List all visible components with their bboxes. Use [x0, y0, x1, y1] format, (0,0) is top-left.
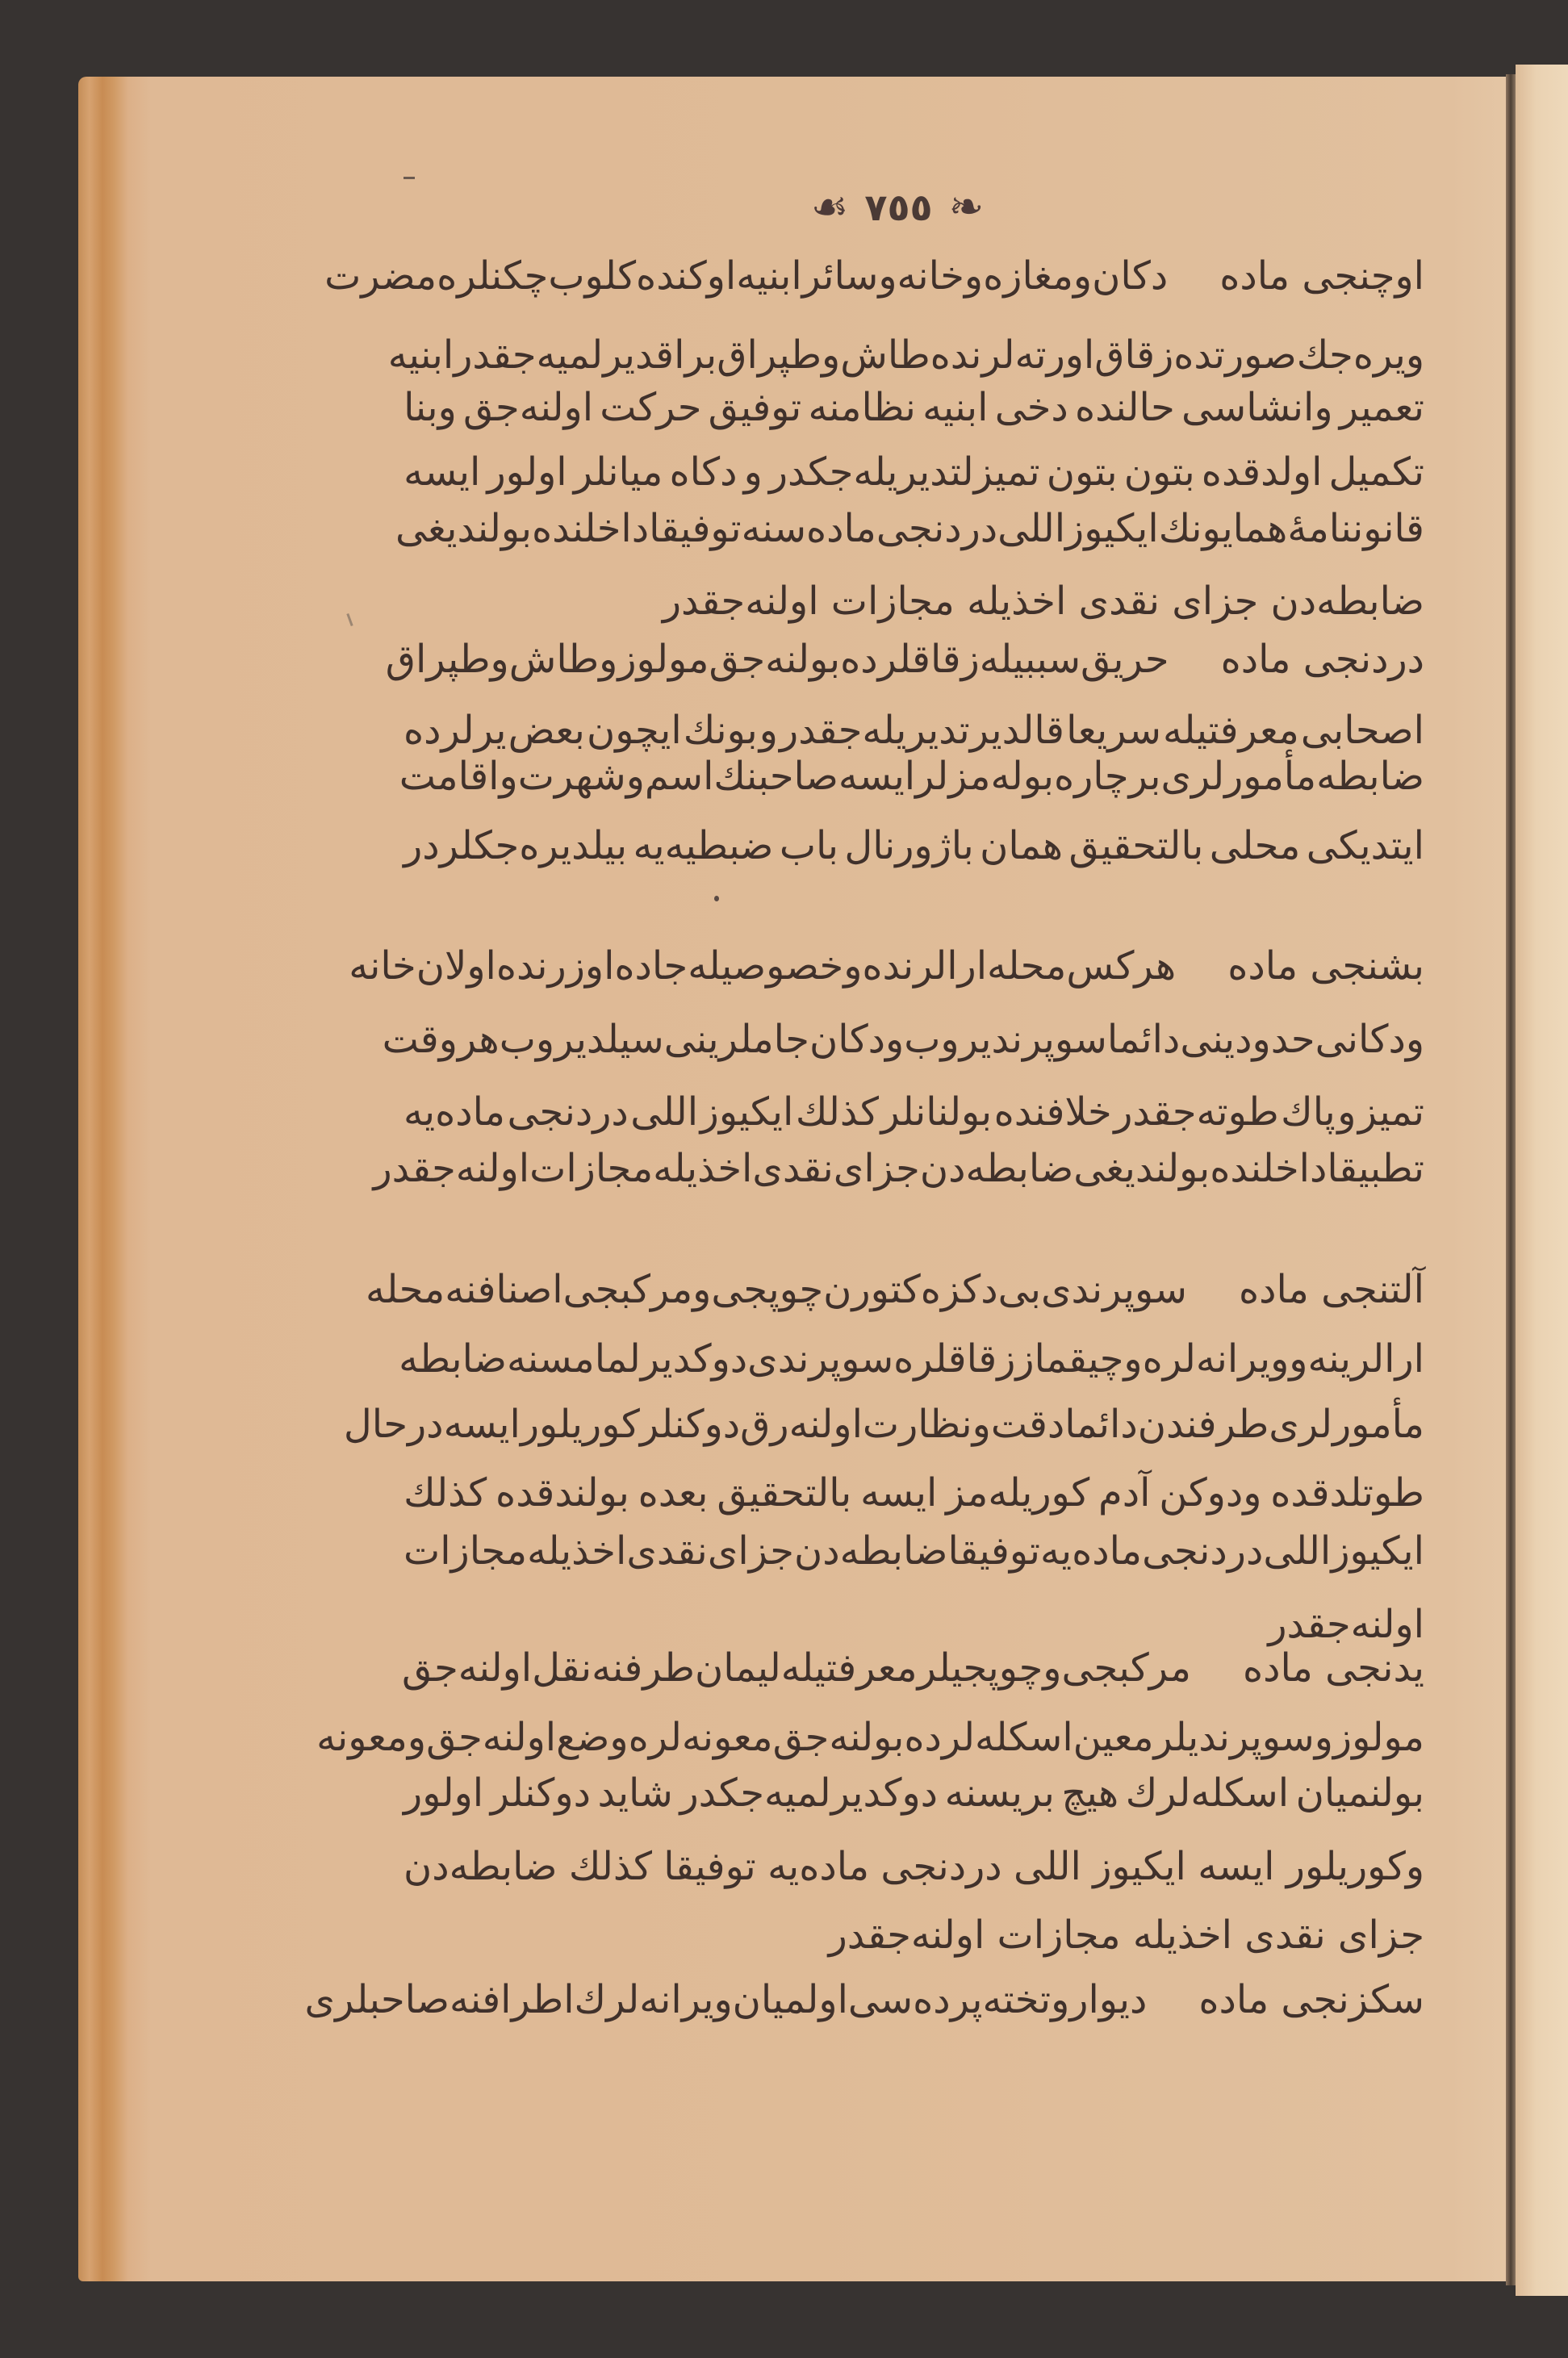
word: تعمیر — [1339, 385, 1424, 430]
word: وضع — [556, 1715, 629, 1760]
word: ضابطه‌دن — [793, 1528, 948, 1574]
line-text — [349, 935, 1176, 997]
line-text — [366, 1259, 1187, 1320]
word: ارالرینه — [1307, 1336, 1424, 1382]
word: نقدی — [752, 1146, 834, 1191]
word: دوکدیرلمامسنه — [506, 1336, 748, 1382]
word: ایکیوز — [1093, 1844, 1186, 1889]
word: بالتحقیق — [1068, 823, 1204, 868]
word: اللی — [1263, 1528, 1332, 1574]
word: طوتلدقده — [1270, 1470, 1424, 1516]
word: محله — [365, 1267, 445, 1312]
word: دردنجی — [507, 1089, 629, 1135]
word: وشهرت — [517, 754, 645, 799]
line-text — [403, 1462, 1424, 1524]
word: و — [743, 449, 763, 495]
line-text — [403, 441, 1424, 503]
word: ابنیه — [736, 253, 802, 299]
line-text — [344, 1394, 1424, 1455]
word: ویرانه‌لرك — [574, 1977, 733, 2022]
word: ایسه — [860, 1470, 938, 1516]
facing-page-edge — [1516, 65, 1568, 2296]
word: ماده‌سنه — [741, 506, 876, 551]
word: بولنه‌جق — [709, 637, 841, 682]
word: دردنجی — [880, 1844, 1002, 1889]
word: اولمیان — [732, 1977, 848, 2022]
word: ومرکبجی — [562, 1267, 712, 1312]
word: داخلنده — [1210, 1146, 1328, 1191]
word: ضابطه‌دن — [403, 1844, 558, 1889]
word: اولنه‌جق — [463, 385, 594, 430]
print-dot — [714, 896, 719, 901]
word: مأمورلری — [1160, 754, 1317, 799]
word: کذلك — [795, 1089, 879, 1135]
text-line — [399, 746, 1424, 807]
word: چیقماز — [1015, 1336, 1124, 1382]
line-text — [395, 498, 1424, 559]
line-text — [403, 1762, 1424, 1824]
word: ویره‌جك — [1296, 332, 1424, 378]
word: اوزرنده — [495, 943, 615, 989]
word: جزای — [833, 1146, 920, 1191]
word: ایسه — [403, 449, 481, 495]
word: بتون — [1046, 449, 1118, 495]
line-text: اولنه‌جقدر — [1268, 1602, 1424, 1647]
word: ماده‌یه — [403, 1089, 505, 1135]
word: توفیقا — [649, 506, 742, 551]
word: اولور — [487, 449, 567, 495]
text-line — [403, 1637, 1424, 1699]
word: بعض — [508, 708, 585, 753]
text-line — [382, 1009, 1424, 1070]
word: یرلرده — [403, 708, 507, 753]
fleuron-right-icon: ❧ — [948, 183, 985, 232]
word: بولنانلر — [880, 1089, 993, 1135]
word: ایچون — [586, 708, 682, 753]
word: سو — [1134, 1267, 1187, 1312]
word: کوریله‌مز — [946, 1470, 1090, 1516]
word: تمیزلتدیریله‌جکدر — [768, 449, 1040, 495]
word: اورته‌لرنده — [930, 332, 1095, 378]
word: دوکدیرلمیه‌جکدر — [679, 1771, 939, 1816]
line-text — [373, 1138, 1424, 1199]
article-label: دردنجی ماده — [1220, 637, 1424, 682]
word: ونظارت — [862, 1402, 991, 1447]
word: اولنه‌رق — [740, 1402, 863, 1447]
text-line — [403, 441, 1424, 503]
word: ضابطه — [1316, 754, 1424, 799]
word: توفیقا — [663, 1844, 756, 1889]
word: همایونك — [1158, 506, 1288, 551]
word: اللی — [997, 506, 1066, 551]
word: وویرانه‌لره — [1142, 1336, 1308, 1382]
word: ایکیوز — [700, 1089, 794, 1135]
word: وخصوصیله — [688, 943, 863, 989]
word: اسکله‌لرده — [904, 1715, 1073, 1760]
word: معرفتیله — [1162, 708, 1299, 753]
word: طاش — [840, 332, 930, 378]
article-label: آلتنجی ماده — [1238, 1267, 1424, 1312]
word: دیوار — [1069, 1977, 1148, 2022]
word: کتورن — [823, 1267, 921, 1312]
word: اخذیله — [527, 1528, 627, 1574]
text-line — [403, 1462, 1424, 1524]
word: ایتدیکی — [1306, 823, 1424, 868]
word: چوپجی — [711, 1267, 824, 1312]
word: پرندیروب — [904, 1017, 1055, 1062]
word: پرندی — [747, 1336, 842, 1382]
line-text — [402, 1637, 1191, 1699]
word: بولندقده — [495, 1470, 629, 1516]
text-line — [399, 1328, 1424, 1390]
page-header — [807, 179, 988, 236]
word: بیلدیره‌جکلردر — [403, 823, 628, 868]
text-line — [403, 1081, 1424, 1143]
word: ایکیوز — [1065, 506, 1159, 551]
word: اصنافنه — [445, 1267, 563, 1312]
article-label: سکزنجی ماده — [1198, 1977, 1424, 2022]
word: وتخته — [982, 1977, 1070, 2022]
word: اولنه‌جق — [426, 1715, 557, 1760]
word: برچاره — [1053, 754, 1161, 799]
word: کوریلور — [520, 1402, 640, 1447]
text-line — [395, 498, 1424, 559]
word: ومغازه — [983, 253, 1093, 299]
word: و — [759, 708, 778, 753]
word: زقاقلرده — [840, 637, 980, 682]
word: کذلك — [568, 1844, 652, 1889]
word: قالدیرتدیریله‌جقدر — [780, 708, 1064, 753]
line-text — [403, 815, 1424, 876]
word: ماده‌یه — [1040, 1528, 1142, 1574]
article-label: اوچنجی ماده — [1219, 253, 1424, 299]
word: هیچ — [1061, 1771, 1119, 1816]
word: زقاقلره — [893, 1336, 1016, 1382]
word: باژورنال — [844, 823, 974, 868]
word: تطبیقا — [1327, 1146, 1424, 1191]
word: سیلدیروب — [499, 1017, 664, 1062]
line-text — [305, 1969, 1148, 2030]
text-line — [403, 1762, 1424, 1824]
word: بولنه‌جق — [772, 1715, 905, 1760]
word: طرفنه — [592, 1645, 695, 1691]
word: صاحبلری — [304, 1977, 450, 2022]
word: بعده — [638, 1470, 709, 1516]
word: تمیز — [1357, 1089, 1424, 1135]
word: توفیق — [708, 385, 802, 430]
article-label: بشنجی ماده — [1227, 943, 1424, 989]
word: دردنجی — [1142, 1528, 1264, 1574]
word: لیمان — [694, 1645, 781, 1691]
text-line — [316, 1707, 1424, 1768]
text-line — [349, 935, 1424, 997]
word: دردنجی — [876, 506, 998, 551]
word: اللی — [630, 1089, 699, 1135]
word: توفیقا — [947, 1528, 1040, 1574]
word: بولندیغی — [395, 506, 532, 551]
word: محلی — [1209, 823, 1301, 868]
page-number: ٧٥٥ — [864, 186, 933, 229]
word: بی — [997, 1267, 1041, 1312]
word: دکاه — [669, 449, 738, 495]
article-label: یدنجی ماده — [1242, 1645, 1424, 1691]
word: دکزه — [920, 1267, 998, 1312]
word: مولوز — [617, 637, 709, 682]
word: ابنیه — [387, 332, 454, 378]
word: همان — [980, 823, 1064, 868]
word: طوته‌جقدر — [1114, 1089, 1279, 1135]
text-line — [385, 629, 1424, 690]
line-text — [324, 245, 1168, 307]
word: پرندیلر — [1153, 1715, 1262, 1760]
word: سو — [841, 1336, 894, 1382]
word: دقت — [990, 1402, 1065, 1447]
line-text — [383, 1009, 1424, 1070]
line-text: جزای نقدی اخذیله مجازات اولنه‌جقدر — [828, 1913, 1424, 1958]
word: وچوپجیلر — [917, 1645, 1062, 1691]
word: ابنیه — [922, 385, 989, 430]
word: دائما — [1064, 1402, 1138, 1447]
word: صورتده — [1173, 332, 1297, 378]
word: واقامت — [399, 754, 518, 799]
word: اصحابی — [1300, 708, 1424, 753]
word: دکان — [1092, 253, 1169, 299]
word: اطرافنه — [449, 1977, 575, 2022]
word: وبنا — [403, 385, 457, 430]
word: پاك — [1281, 1089, 1336, 1135]
text-line — [343, 1394, 1424, 1455]
word: حالنده — [1075, 385, 1175, 430]
line-text — [403, 1081, 1424, 1143]
word: جاملرینی — [663, 1017, 809, 1062]
line-text — [316, 1707, 1424, 1768]
word: ومعونه — [316, 1715, 427, 1760]
word: جزای — [707, 1528, 794, 1574]
word: اولدقده — [1201, 449, 1323, 495]
word: براقدیرلمیه‌جقدر — [454, 332, 717, 378]
word: مضرت — [324, 253, 437, 299]
word: حریق — [1081, 637, 1169, 682]
word: چکنلره — [437, 253, 549, 299]
text-line — [403, 1836, 1424, 1897]
word: دوکنلر — [490, 1771, 591, 1816]
word: خانه — [349, 943, 416, 989]
word: محله — [987, 943, 1067, 989]
text-line — [403, 1904, 1424, 1966]
text-line — [304, 1969, 1424, 2030]
word: قانوننامهٔ — [1287, 506, 1424, 551]
word: باب — [779, 823, 838, 868]
word: معین — [1073, 1715, 1154, 1760]
word: اخذیله — [653, 1146, 753, 1191]
text-line — [403, 1520, 1424, 1582]
word: تکمیل — [1328, 449, 1424, 495]
word: وکوریلور — [1286, 1844, 1424, 1889]
word: اولنه‌جقدر — [373, 1146, 530, 1191]
text-line — [373, 1138, 1424, 1199]
word: حدودینی — [1180, 1017, 1315, 1062]
word: ضابطه‌دن — [919, 1146, 1074, 1191]
word: طرفندن — [1137, 1402, 1269, 1447]
line-text — [403, 1836, 1424, 1897]
word: اسم — [644, 754, 714, 799]
word: اللی — [1014, 1844, 1081, 1889]
word: وانشاسی — [1181, 385, 1333, 430]
word: بالتحقیق — [717, 1470, 852, 1516]
word: پرده‌سی — [847, 1977, 983, 2022]
word: زقاق — [1094, 332, 1174, 378]
word: هروقت — [382, 1017, 500, 1062]
word: خلافنده — [993, 1089, 1112, 1135]
line-text — [403, 377, 1424, 438]
word: مجازات — [403, 1528, 528, 1574]
word: بوله‌مزلر — [915, 754, 1054, 799]
word: بریسنه — [944, 1771, 1055, 1816]
word: حرکت — [600, 385, 702, 430]
word: وطپراق — [717, 332, 841, 378]
word: صاحبنك — [713, 754, 838, 799]
text-line — [403, 571, 1424, 632]
word: وطپراق — [385, 637, 509, 682]
word: مرکبجی — [1061, 1645, 1191, 1691]
word: پرندی — [1040, 1267, 1135, 1312]
word: میانلر — [573, 449, 663, 495]
word: درحال — [343, 1402, 444, 1447]
word: وخانه — [897, 253, 984, 299]
word: اوکنده — [636, 253, 737, 299]
line-text — [403, 1520, 1424, 1582]
line-text — [386, 629, 1169, 690]
word: دوکنلر — [639, 1402, 741, 1447]
word: داخلنده — [531, 506, 650, 551]
fleuron-left-icon: ☙ — [810, 183, 849, 232]
word: ضابطه — [399, 1336, 507, 1382]
word: نظامنه — [808, 385, 916, 430]
word: بتون — [1123, 449, 1195, 495]
word: وطاش — [508, 637, 618, 682]
word: وسو — [1261, 1715, 1333, 1760]
word: ودکانی — [1315, 1017, 1424, 1062]
word: ودوکن — [1159, 1470, 1262, 1516]
word: جاده — [614, 943, 688, 989]
word: کذلك — [403, 1470, 487, 1516]
word: مأمورلری — [1269, 1402, 1424, 1447]
word: مجازات — [529, 1146, 654, 1191]
word: دخی — [994, 385, 1068, 430]
word: دائماسو — [1054, 1017, 1181, 1062]
word: معونه‌لره — [628, 1715, 773, 1760]
word: نقل — [532, 1645, 592, 1691]
word: سریعا — [1066, 708, 1161, 753]
word: اولان — [416, 943, 496, 989]
word: ودکان — [809, 1017, 905, 1062]
word: ایسه — [1198, 1844, 1275, 1889]
word: بولنمیان — [1295, 1771, 1424, 1816]
word: ضبطیه‌یه — [633, 823, 774, 868]
word: معرفتیله — [780, 1645, 918, 1691]
word: ایکیوز — [1331, 1528, 1424, 1574]
text-line — [324, 245, 1424, 307]
word: وسائر — [801, 253, 897, 299]
word: بونك — [683, 708, 758, 753]
line-text — [399, 1328, 1424, 1390]
word: ایسه — [838, 754, 916, 799]
word: ایسه — [443, 1402, 521, 1447]
text-line — [365, 1259, 1424, 1320]
word: مولوز — [1332, 1715, 1424, 1760]
word: اسکله‌لرك — [1125, 1771, 1290, 1816]
text-line — [403, 815, 1424, 876]
word: و — [1337, 1089, 1357, 1135]
word: نقدی — [626, 1528, 708, 1574]
text-line — [403, 377, 1424, 438]
word: اولور — [403, 1771, 484, 1816]
word: ماده‌یه — [767, 1844, 870, 1889]
book-gutter — [1506, 74, 1516, 2285]
word: آدم — [1098, 1470, 1151, 1516]
word: کلوب — [548, 253, 637, 299]
word: بولندیغی — [1073, 1146, 1210, 1191]
word: هرکس — [1066, 943, 1177, 989]
word: سببیله — [979, 637, 1081, 682]
line-text: ضابطه‌دن جزای نقدی اخذیله مجازات اولنه‌جقدر — [662, 579, 1424, 624]
word: ارالرنده — [862, 943, 988, 989]
word: شاید — [597, 1771, 673, 1816]
word: اولنه‌جق — [402, 1645, 533, 1691]
word: و — [1123, 1336, 1143, 1382]
line-text — [399, 746, 1424, 807]
print-mark — [403, 177, 415, 179]
